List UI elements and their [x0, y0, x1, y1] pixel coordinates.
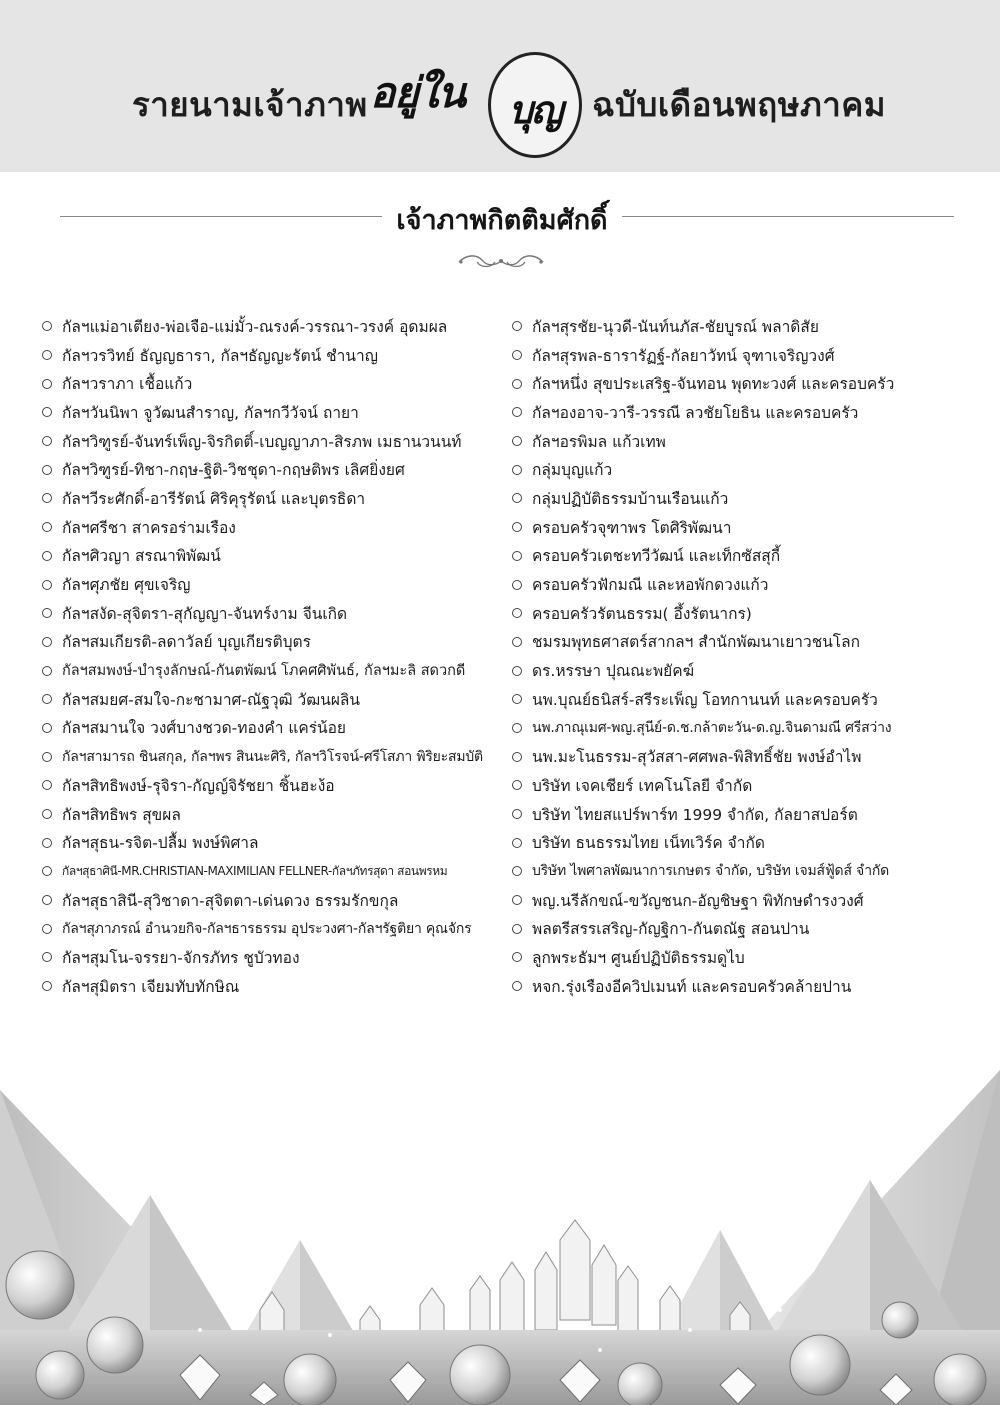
sponsor-name: บริษัท เจคเชียร์ เทคโนโลยี จำกัด: [532, 776, 753, 795]
sponsor-name: กัลฯศรีชา สาครอร่ามเรือง: [62, 518, 236, 537]
sponsor-name: กัลฯศิวญา สรณาพิพัฒน์: [62, 547, 221, 566]
list-item: [42, 542, 512, 571]
sponsor-name: พญ.นรีลักขณ์-ขวัญชนก-อัญชิษฐา พิทักษดำรงวงศ์: [532, 891, 864, 910]
list-item: [42, 455, 512, 484]
circle-bullet-icon: [42, 809, 52, 819]
sponsor-name: กัลฯหนึ่ง สุขประเสริฐ-จันทอน พุดทะวงศ์ และครอบครัว: [532, 375, 895, 394]
sponsor-name: บริษัท ไพศาลพัฒนาการเกษตร จำกัด, บริษัท เจมส์ฟู้ดส์ จำกัด: [532, 863, 890, 880]
sponsor-name: กลุ่มบุญแก้ว: [532, 461, 613, 480]
list-item: [42, 369, 512, 398]
list-item: [512, 886, 960, 915]
list-item: [42, 628, 512, 657]
circle-bullet-icon: [42, 838, 52, 848]
sponsor-name: กัลฯวันนิพา จูวัฒนสำราญ, กัลฯกวีวัจน์ ถายา: [62, 403, 359, 422]
list-item: [512, 742, 960, 771]
list-item: [512, 570, 960, 599]
sponsor-name: กัลฯสุธาศินี-MR.CHRISTIAN-MAXIMILIAN FELLNER-กัลฯภัทรสุดา สอนพรหม: [62, 863, 448, 878]
list-item: [42, 914, 512, 943]
sponsor-name: นพ.มะโนธรรม-สุวัสสา-ศศพล-พิสิทธิ์ชัย พงษ์อำไพ: [532, 748, 862, 767]
sponsor-name: กัลฯวรวิทย์ ธัญญธารา, กัลฯธัญญะรัตน์ ชำนาญ: [62, 346, 378, 365]
list-item: [512, 513, 960, 542]
list-item: [512, 455, 960, 484]
sponsor-name: กัลฯสมเกียรติ-ลดาวัลย์ บุญเกียรติบุตร: [62, 633, 311, 652]
sponsor-name: กัลฯสุมิตรา เจียมทับทักษิณ: [62, 977, 240, 996]
list-item: [42, 972, 512, 1001]
crystal-pyramid-scene-illustration: [0, 1030, 1000, 1405]
sponsor-name: ครอบครัวฟักมณี และหอพักดวงแก้ว: [532, 576, 769, 595]
circle-bullet-icon: [42, 895, 52, 905]
sponsor-name: กัลฯสงัด-สุจิตรา-สุกัญญา-จันทร์งาม จีนเกิด: [62, 604, 348, 623]
list-item: [512, 714, 960, 743]
list-item: [512, 427, 960, 456]
list-item: [42, 828, 512, 857]
circle-bullet-icon: [512, 780, 522, 790]
logo-text-second: บุญ: [508, 87, 562, 132]
circle-bullet-icon: [42, 522, 52, 532]
circle-bullet-icon: [42, 924, 52, 934]
circle-bullet-icon: [512, 924, 522, 934]
list-item: [512, 341, 960, 370]
list-item: [42, 685, 512, 714]
sponsor-name: นพ.ภาณุเมศ-พญ.สุนีย์-ด.ช.กล้าตะวัน-ด.ญ.จินดามณี ศรีสว่าง: [532, 719, 892, 736]
list-item: [42, 714, 512, 743]
sponsor-list-left: [42, 312, 512, 1001]
header-title-left: รายนามเจ้าภาพ: [132, 85, 368, 124]
sponsor-name: กัลฯศุภชัย ศุขเจริญ: [62, 576, 191, 595]
list-item: [42, 886, 512, 915]
title-divider-left: [60, 216, 382, 217]
list-item: [42, 656, 512, 685]
sponsor-name: กัลฯสุธน-รจิต-ปลื้ม พงษ์พิศาล: [62, 834, 259, 853]
list-item: [512, 398, 960, 427]
list-item: [512, 599, 960, 628]
circle-bullet-icon: [42, 379, 52, 389]
list-item: [42, 857, 512, 886]
circle-bullet-icon: [512, 551, 522, 561]
list-item: [42, 771, 512, 800]
list-item: [512, 800, 960, 829]
sponsor-name: กัลฯสมพงษ์-บำรุงลักษณ์-กันตพัฒน์ โภคศศิพันธ์, กัลฯมะลิ สดวกดี: [62, 663, 466, 680]
circle-bullet-icon: [512, 666, 522, 676]
sponsor-name: ครอบครัวรัตนธรรม( อึ้งรัตนากร): [532, 604, 752, 623]
list-item: [512, 943, 960, 972]
circle-bullet-icon: [42, 780, 52, 790]
sponsor-name: กัลฯสิทธิพงษ์-รุจิรา-กัญญ์จิรัชยา ชิ้นฮะง้อ: [62, 776, 335, 795]
sponsor-name: นพ.บุณย์ธนิสร์-สรีระเพ็ญ โอทกานนท์ และครอบครัว: [532, 690, 878, 709]
sponsor-name: กัลฯสามารถ ชินสกุล, กัลฯพร สินนะศิริ, กัลฯวิโรจน์-ศรีโสภา พิริยะสมบัติ: [62, 748, 483, 765]
list-item: [42, 599, 512, 628]
list-item: [42, 943, 512, 972]
sponsor-name: กัลฯสุภาภรณ์ อำนวยกิจ-กัลฯธารธรรม อุประวงศา-กัลฯรัฐติยา คุณจักร: [62, 920, 472, 937]
circle-bullet-icon: [42, 493, 52, 503]
circle-bullet-icon: [512, 379, 522, 389]
list-item: [42, 341, 512, 370]
sponsor-name: กัลฯแม่อาเตียง-พ่อเจือ-แม่มั้ว-ณรงค์-วรรณา-วรงค์ อุดมผล: [62, 317, 448, 336]
list-item: [512, 656, 960, 685]
circle-bullet-icon: [512, 809, 522, 819]
sponsor-name: กัลฯวราภา เชื้อแก้ว: [62, 375, 193, 394]
circle-bullet-icon: [512, 723, 522, 733]
sponsor-name: กัลฯวิฑูรย์-จันทร์เพ็ญ-จิรกิตติ์-เบญญาภา-สิรภพ เมธานวนนท์: [62, 432, 462, 451]
circle-bullet-icon: [42, 350, 52, 360]
sponsor-name: กลุ่มปฏิบัติธรรมบ้านเรือนแก้ว: [532, 489, 729, 508]
circle-bullet-icon: [512, 580, 522, 590]
circle-bullet-icon: [42, 666, 52, 676]
list-item: [512, 542, 960, 571]
list-item: [512, 857, 960, 886]
section-title: เจ้าภาพกิตติมศักดิ์: [396, 205, 608, 236]
circle-bullet-icon: [512, 694, 522, 704]
list-item: [512, 972, 960, 1001]
list-item: [512, 312, 960, 341]
logo-text-first: อยู่ใน: [370, 68, 466, 117]
list-item: [512, 484, 960, 513]
sponsor-name: กัลฯวีระศักดิ์-อารีรัตน์ ศิริคุรุรัตน์ และบุตรธิดา: [62, 489, 366, 508]
sponsor-name: ชมรมพุทธศาสตร์สากลฯ สำนักพัฒนาเยาวชนโลก: [532, 633, 861, 652]
circle-bullet-icon: [512, 895, 522, 905]
circle-bullet-icon: [512, 981, 522, 991]
circle-bullet-icon: [42, 981, 52, 991]
magazine-logo: [370, 50, 582, 160]
sponsor-name: หจก.รุ่งเรืองอีควิปเมนท์ และครอบครัวคล้ายปาน: [532, 977, 852, 996]
sponsor-name: บริษัท ธนธรรมไทย เน็ทเวิร์ค จำกัด: [532, 834, 765, 853]
list-item: [512, 628, 960, 657]
list-item: [512, 828, 960, 857]
list-item: [42, 427, 512, 456]
circle-bullet-icon: [512, 493, 522, 503]
circle-bullet-icon: [42, 952, 52, 962]
circle-bullet-icon: [512, 465, 522, 475]
circle-bullet-icon: [512, 436, 522, 446]
title-divider-right: [622, 216, 954, 217]
sponsor-name: กัลฯสุมโน-จรรยา-จักรภัทร ชูบัวทอง: [62, 948, 300, 967]
circle-bullet-icon: [512, 866, 522, 876]
circle-bullet-icon: [512, 637, 522, 647]
list-item: [512, 771, 960, 800]
list-item: [512, 369, 960, 398]
sponsor-name: กัลฯสุรพล-ธารารัฏฐ์-กัลยาวัทน์ จุฑาเจริญวงศ์: [532, 346, 835, 365]
sponsor-name: บริษัท ไทยสแปร์พาร์ท 1999 จำกัด, กัลยาสปอร์ต: [532, 805, 858, 824]
circle-bullet-icon: [512, 952, 522, 962]
sponsor-name: ดร.หรรษา ปุณณะพยัคฆ์: [532, 662, 695, 681]
sponsor-name: กัลฯสุธาสินี-สุวิชาดา-สุจิตตา-เด่นดวง ธรรมรักขกุล: [62, 891, 399, 910]
circle-bullet-icon: [42, 608, 52, 618]
circle-bullet-icon: [512, 752, 522, 762]
sponsor-name: พลตรีสรรเสริญ-กัญฐิกา-กันตณัฐ สอนปาน: [532, 920, 810, 939]
list-item: [42, 398, 512, 427]
logo-circle-emblem: [488, 52, 582, 158]
circle-bullet-icon: [512, 407, 522, 417]
sponsor-name: กัลฯสิทธิพร สุขผล: [62, 805, 181, 824]
sponsor-name: กัลฯสมานใจ วงศ์บางชวด-ทองคำ แคร่น้อย: [62, 719, 347, 738]
circle-bullet-icon: [42, 407, 52, 417]
sponsor-name: ครอบครัวเตชะทวีวัฒน์ และเท็กซัสสุกี้: [532, 547, 781, 566]
flourish-ornament-icon: [455, 250, 547, 272]
circle-bullet-icon: [42, 694, 52, 704]
circle-bullet-icon: [42, 637, 52, 647]
circle-bullet-icon: [42, 723, 52, 733]
circle-bullet-icon: [42, 580, 52, 590]
list-item: [42, 742, 512, 771]
sponsor-name: กัลฯสุรชัย-นุวดี-นันท์นภัส-ชัยบูรณ์ พลาดิสัย: [532, 317, 819, 336]
sponsor-name: กัลฯสมยศ-สมใจ-กะชามาศ-ณัฐวุฒิ วัฒนผลิน: [62, 690, 361, 709]
circle-bullet-icon: [42, 465, 52, 475]
sponsor-name: ลูกพระธัมฯ ศูนย์ปฏิบัติธรรมดูไบ: [532, 948, 745, 967]
circle-bullet-icon: [42, 866, 52, 876]
list-item: [42, 513, 512, 542]
sponsor-name: กัลฯวิฑูรย์-ทิชา-กฤษ-ฐิติ-วิชชุดา-กฤษติพร เลิศยิ่งยศ: [62, 461, 405, 480]
list-item: [42, 800, 512, 829]
list-item: [512, 914, 960, 943]
header-title-right: ฉบับเดือนพฤษภาคม: [592, 85, 887, 124]
circle-bullet-icon: [42, 752, 52, 762]
list-item: [42, 570, 512, 599]
circle-bullet-icon: [512, 522, 522, 532]
list-item: [42, 312, 512, 341]
circle-bullet-icon: [512, 838, 522, 848]
sponsor-name: กัลฯอรพิมล แก้วเทพ: [532, 432, 666, 451]
sponsor-name: ครอบครัวจุฑาพร โตศิริพัฒนา: [532, 518, 732, 537]
circle-bullet-icon: [42, 436, 52, 446]
list-item: [512, 685, 960, 714]
sponsor-list-right: [512, 312, 960, 1001]
circle-bullet-icon: [512, 321, 522, 331]
sponsor-name: กัลฯองอาจ-วารี-วรรณี ลวชัยโยธิน และครอบครัว: [532, 403, 859, 422]
circle-bullet-icon: [512, 608, 522, 618]
circle-bullet-icon: [512, 350, 522, 360]
circle-bullet-icon: [42, 321, 52, 331]
list-item: [42, 484, 512, 513]
circle-bullet-icon: [42, 551, 52, 561]
